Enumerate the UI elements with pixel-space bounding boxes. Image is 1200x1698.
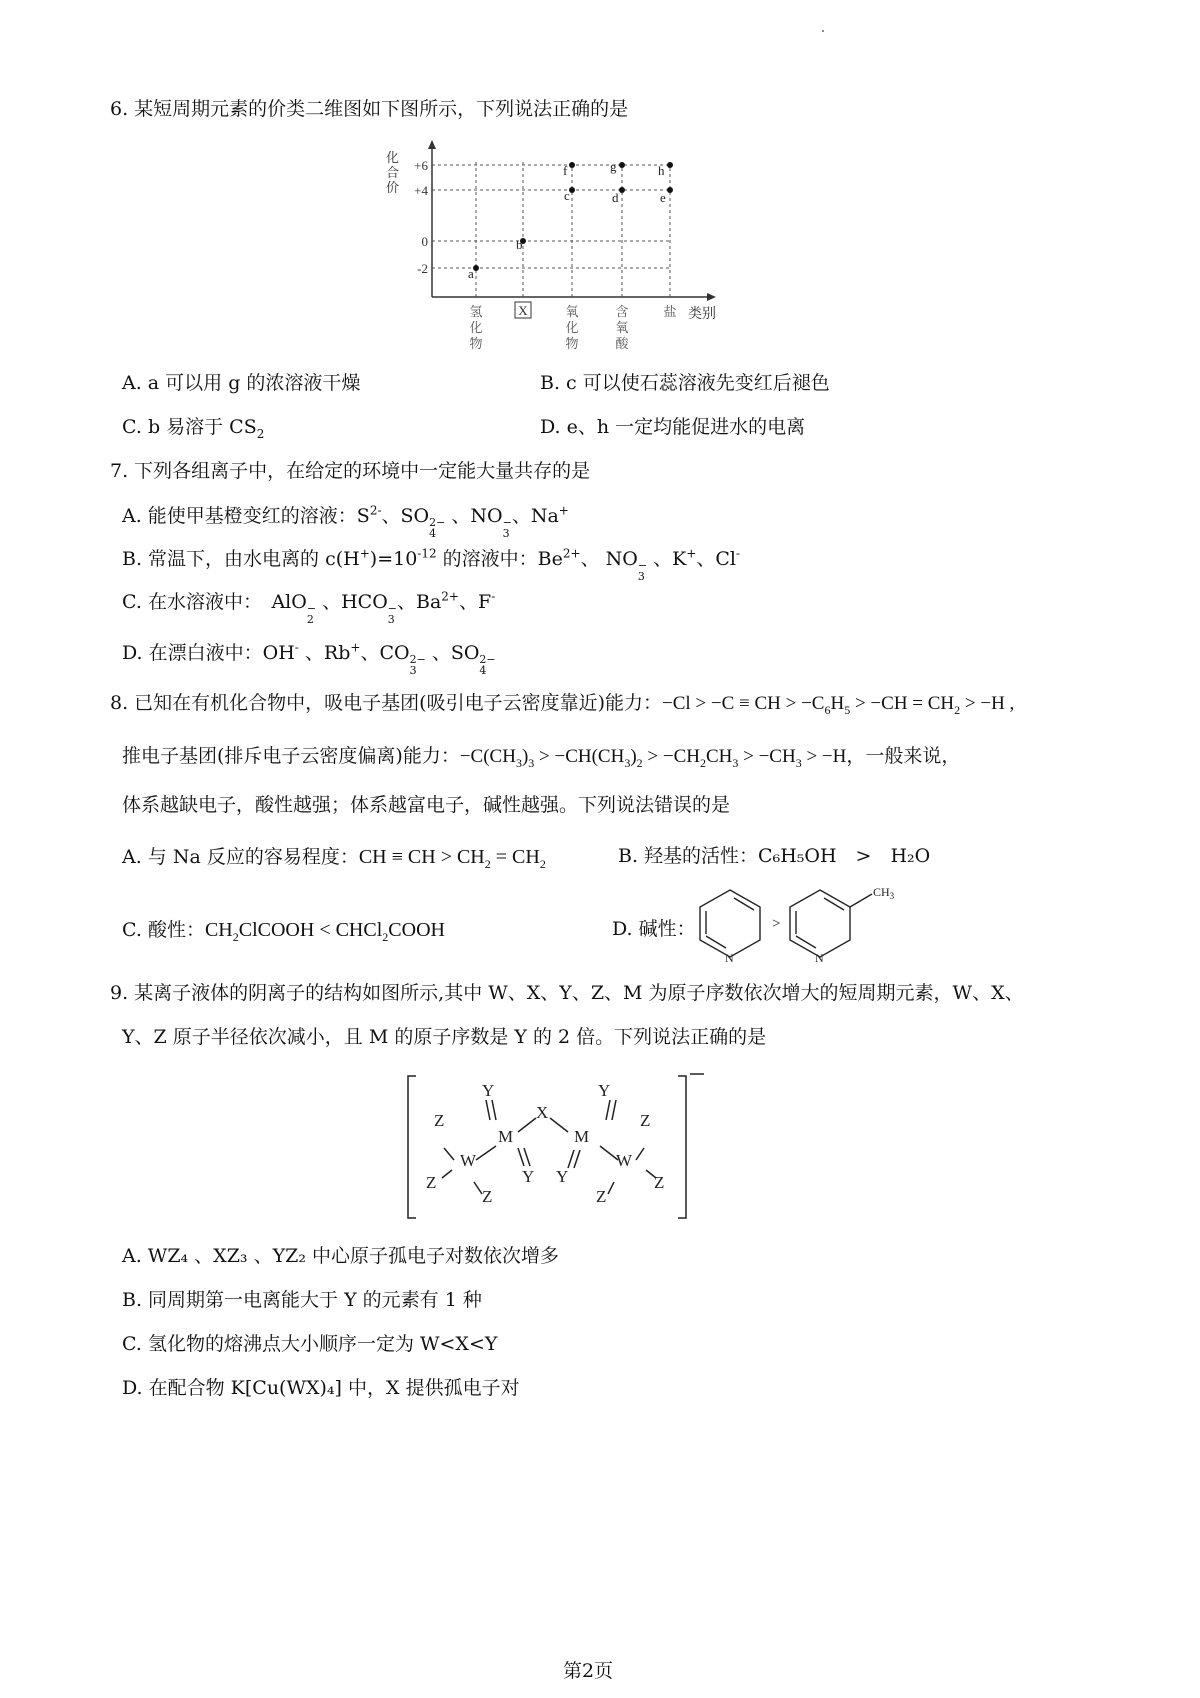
svg-text:Z: Z bbox=[596, 1187, 607, 1206]
q9-option-a: A. WZ₄ 、XZ₃ 、YZ₂ 中心原子孤电子对数依次增多 bbox=[122, 1245, 559, 1267]
q9-option-c: C. 氢化物的熔沸点大小顺序一定为 W<X<Y bbox=[122, 1333, 498, 1355]
q6-option-c: C. b 易溶于 $CS_2$ bbox=[122, 416, 265, 441]
svg-text:W: W bbox=[460, 1151, 477, 1170]
x-category-label: X bbox=[518, 303, 528, 318]
q8-line1: 8. 已知在有机化合物中，吸电子基团(吸引电子云密度靠近)能力：−Cl > −C ≡ CH > $-C_6H_5 > -CH = CH_2 > -H$ , bbox=[110, 692, 1015, 717]
comparison-sign: > bbox=[772, 916, 781, 932]
q7-option-c: C. 在水溶液中： AlO − 2 、HCO − 3 、$Ba^{2+}$、F- bbox=[122, 589, 496, 626]
data-point-label: h bbox=[658, 163, 665, 178]
svg-text:Z: Z bbox=[654, 1173, 665, 1192]
data-point bbox=[667, 162, 673, 168]
svg-text:X: X bbox=[536, 1103, 549, 1122]
x-category-char: 化 bbox=[469, 320, 483, 335]
data-point-label: b bbox=[516, 237, 523, 252]
page-number: 第2页 bbox=[563, 1660, 614, 1682]
q8-option-c: C. 酸性：$CH_2ClCOOH$ < CHCl$_2$COOH bbox=[122, 919, 445, 944]
data-point-label: c bbox=[564, 188, 570, 203]
svg-text:M: M bbox=[574, 1127, 590, 1146]
pyridine-n-label: N bbox=[725, 951, 734, 964]
data-point-label: f bbox=[563, 163, 568, 178]
data-point bbox=[619, 162, 625, 168]
svg-text:Z: Z bbox=[482, 1187, 493, 1206]
data-point bbox=[473, 265, 479, 271]
q8-line3: 体系越缺电子，酸性越强；体系越富电子，碱性越强。下列说法错误的是 bbox=[122, 794, 731, 816]
data-point bbox=[569, 162, 575, 168]
x-category-char: 氧 bbox=[615, 320, 629, 335]
x-axis-arrow bbox=[707, 293, 716, 301]
svg-text:W: W bbox=[616, 1151, 633, 1170]
scan-speck bbox=[822, 30, 824, 32]
left-bracket bbox=[408, 1076, 416, 1218]
q9-line1: 9. 某离子液体的阴离子的结构如图所示,其中 W、X、Y、Z、M 为原子序数依次增大的短周期元素，W、X、 bbox=[110, 982, 1024, 1004]
q7-option-d: D. 在漂白液中：OH- 、Rb+、CO 2− 3 、SO 2− 4 bbox=[122, 640, 496, 677]
svg-text:Y: Y bbox=[522, 1167, 535, 1186]
x-category-char: 盐 bbox=[663, 304, 677, 319]
svg-text:Z: Z bbox=[434, 1111, 445, 1130]
x-category-char: 物 bbox=[565, 336, 579, 351]
svg-text:Y: Y bbox=[556, 1167, 569, 1186]
q6-valence-class-chart bbox=[380, 140, 740, 370]
data-point-label: g bbox=[610, 159, 617, 174]
q7-stem: 7. 下列各组离子中，在给定的环境中一定能大量共存的是 bbox=[110, 460, 591, 482]
q6-option-b: B. c 可以使石蕊溶液先变红后褪色 bbox=[540, 372, 830, 394]
chart-points bbox=[468, 159, 673, 281]
x-category-char: 氢 bbox=[469, 304, 483, 319]
y-tick-label: -2 bbox=[417, 261, 428, 276]
q9-option-b: B. 同周期第一电离能大于 Y 的元素有 1 种 bbox=[122, 1289, 482, 1311]
y-tick-label: 0 bbox=[421, 234, 428, 249]
y-title-char: 化 bbox=[386, 150, 400, 165]
data-point-label: a bbox=[468, 266, 474, 281]
x-category-char: 氧 bbox=[565, 304, 579, 319]
x-category-char: 物 bbox=[469, 336, 483, 351]
q7-option-a: A. 能使甲基橙变红的溶液：$S^{2-}$、SO 2− 4 、NO − 3 、Na+ bbox=[122, 503, 569, 540]
q8-option-b: B. 羟基的活性：C₆H₅OH > H₂O bbox=[618, 845, 931, 867]
methyl-label: $CH_3$ bbox=[873, 885, 895, 901]
y-axis-arrow bbox=[428, 140, 436, 149]
right-bracket bbox=[678, 1076, 686, 1218]
q6-stem: 6. 某短周期元素的价类二维图如下图所示，下列说法正确的是 bbox=[110, 98, 629, 120]
data-point-label: e bbox=[660, 190, 666, 205]
data-point bbox=[569, 187, 575, 193]
q8-option-a: A. 与 Na 反应的容易程度：CH ≡ CH > $CH_2 = CH_2$ bbox=[122, 846, 546, 871]
x-category-char: 酸 bbox=[615, 336, 629, 351]
q9-line2: Y、Z 原子半径依次减小，且 M 的原子序数是 Y 的 2 倍。下列说法正确的是 bbox=[122, 1026, 767, 1048]
svg-text:Z: Z bbox=[426, 1173, 437, 1192]
x-category-char: 化 bbox=[565, 320, 579, 335]
q8-option-d-structures bbox=[690, 882, 900, 964]
svg-text:M: M bbox=[498, 1127, 514, 1146]
q7-option-b: B. 常温下，由水电离的 $c(H^+)=10^{-12}$ 的溶液中：$Be^{2+}$、 NO − 3 、K+、Cl- bbox=[122, 546, 741, 583]
x-category-labels bbox=[469, 302, 676, 351]
q6-option-d: D. e、h 一定均能促进水的电离 bbox=[540, 416, 806, 438]
y-tick-label: +4 bbox=[414, 183, 428, 198]
data-point bbox=[619, 187, 625, 193]
pyridine-structure bbox=[700, 890, 760, 957]
data-point bbox=[667, 187, 673, 193]
y-tick-labels bbox=[414, 158, 428, 276]
data-point-label: d bbox=[612, 190, 619, 205]
methylpyridine-n-label: N bbox=[815, 951, 824, 964]
svg-text:Z: Z bbox=[640, 1111, 651, 1130]
q8-line2: 推电子基团(排斥电子云密度偏离)能力：$-C(CH_3)_3 > -CH(CH_3)_2 > -CH_2CH_3 > -CH_3 > -H$，一般来说， bbox=[122, 745, 961, 770]
y-title-char: 价 bbox=[386, 180, 400, 195]
y-title-char: 合 bbox=[386, 165, 400, 180]
y-tick-label: +6 bbox=[414, 158, 428, 173]
x-axis-title: 类别 bbox=[688, 307, 716, 322]
methylpyridine-structure bbox=[790, 890, 872, 957]
q8-option-d-label: D. 碱性： bbox=[612, 918, 696, 940]
y-axis-title bbox=[386, 150, 399, 195]
x-category-char: 含 bbox=[615, 304, 629, 319]
q9-option-d: D. 在配合物 K[Cu(WX)₄] 中，X 提供孤电子对 bbox=[122, 1377, 520, 1399]
svg-text:Y: Y bbox=[482, 1081, 495, 1100]
svg-text:Y: Y bbox=[598, 1081, 611, 1100]
q9-anion-structure bbox=[400, 1070, 720, 1230]
q6-option-a: A. a 可以用 g 的浓溶液干燥 bbox=[122, 372, 361, 394]
